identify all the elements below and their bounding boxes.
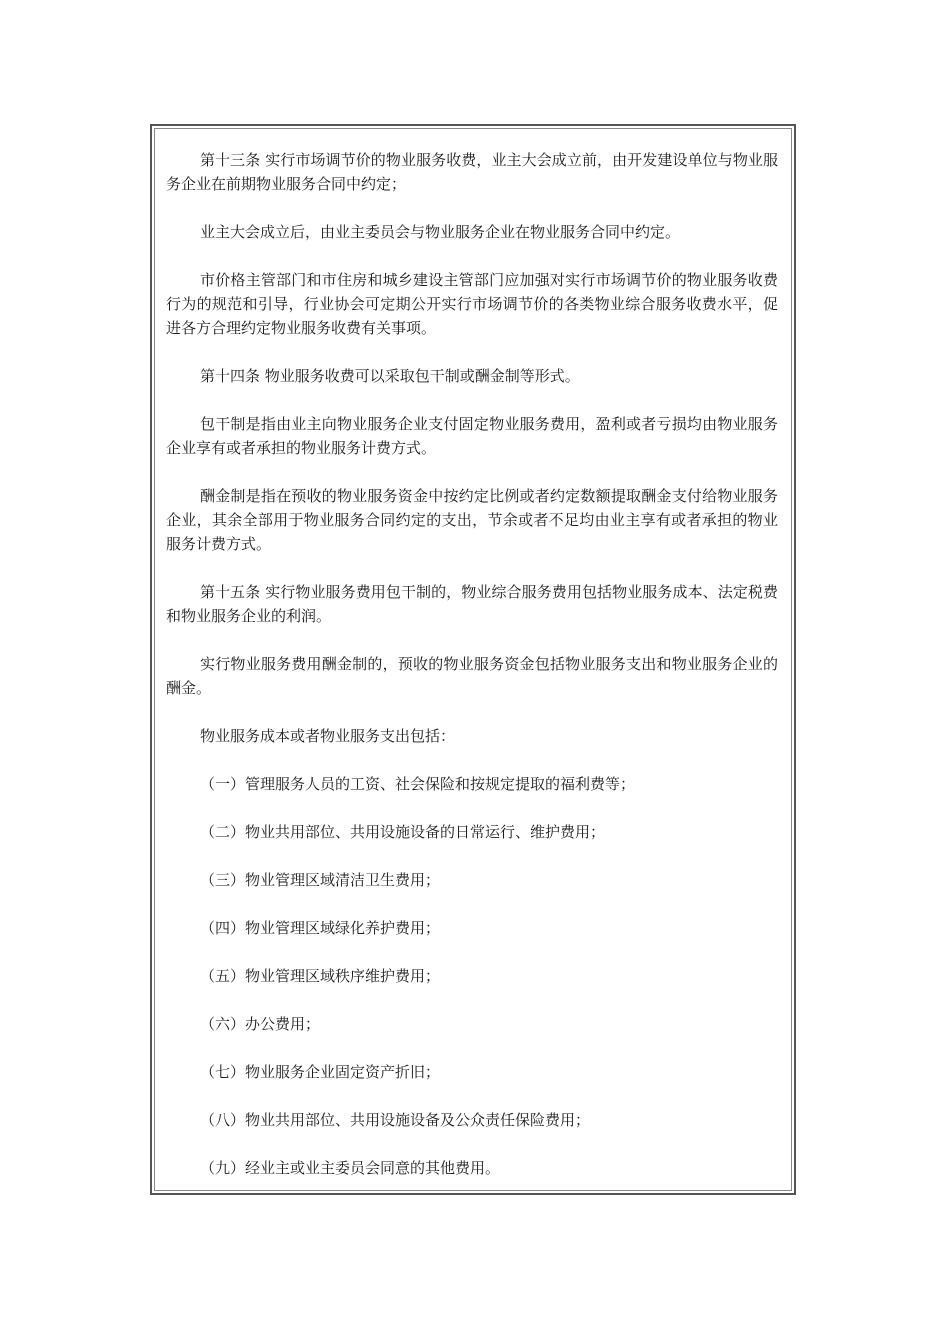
list-item: （一）管理服务人员的工资、社会保险和按规定提取的福利费等； bbox=[200, 775, 636, 793]
list-item: （四）物业管理区域绿化养护费用； bbox=[200, 919, 441, 937]
list-item: （三）物业管理区域清洁卫生费用； bbox=[200, 871, 441, 889]
list-item: （五）物业管理区域秩序维护费用； bbox=[200, 967, 441, 985]
list-item: （九）经业主或业主委员会同意的其他费用。 bbox=[200, 1159, 501, 1177]
paragraph-price-authority: 市价格主管部门和市住房和城乡建设主管部门应加强对实行市场调节价的物业服务收费行为的规范和引导，行业协会可定期公开实行市场调节价的各类物业综合服务收费水平，促进各方合理约定物业服务收费有关事项。 bbox=[166, 271, 778, 337]
paragraph-article-13: 第十三条 实行市场调节价的物业服务收费，业主大会成立前，由开发建设单位与物业服务企业在前期物业服务合同中约定； bbox=[166, 151, 778, 193]
list-item: （二）物业共用部位、共用设施设备的日常运行、维护费用； bbox=[200, 823, 606, 841]
paragraph-article-15: 第十五条 实行物业服务费用包干制的，物业综合服务费用包括物业服务成本、法定税费和物业服务企业的利润。 bbox=[166, 583, 778, 625]
document-content bbox=[166, 148, 778, 1180]
list-item: （八）物业共用部位、共用设施设备及公众责任保险费用； bbox=[200, 1111, 591, 1129]
paragraph-remuneration-funds: 实行物业服务费用酬金制的，预收的物业服务资金包括物业服务支出和物业服务企业的酬金。 bbox=[166, 655, 778, 697]
paragraph-after-owners-assembly: 业主大会成立后，由业主委员会与物业服务企业在物业服务合同中约定。 bbox=[200, 223, 681, 241]
list-item: （六）办公费用； bbox=[200, 1015, 321, 1033]
paragraph-cost-includes: 物业服务成本或者物业服务支出包括： bbox=[200, 727, 456, 745]
list-item: （七）物业服务企业固定资产折旧； bbox=[200, 1063, 441, 1081]
paragraph-lump-sum-system: 包干制是指由业主向物业服务企业支付固定物业服务费用，盈利或者亏损均由物业服务企业享有或者承担的物业服务计费方式。 bbox=[166, 415, 778, 457]
paragraph-remuneration-system: 酬金制是指在预收的物业服务资金中按约定比例或者约定数额提取酬金支付给物业服务企业，其余全部用于物业服务合同约定的支出，节余或者不足均由业主享有或者承担的物业服务计费方式。 bbox=[166, 487, 778, 553]
paragraph-article-14: 第十四条 物业服务收费可以采取包干制或酬金制等形式。 bbox=[200, 367, 580, 385]
document-frame bbox=[150, 124, 796, 1195]
